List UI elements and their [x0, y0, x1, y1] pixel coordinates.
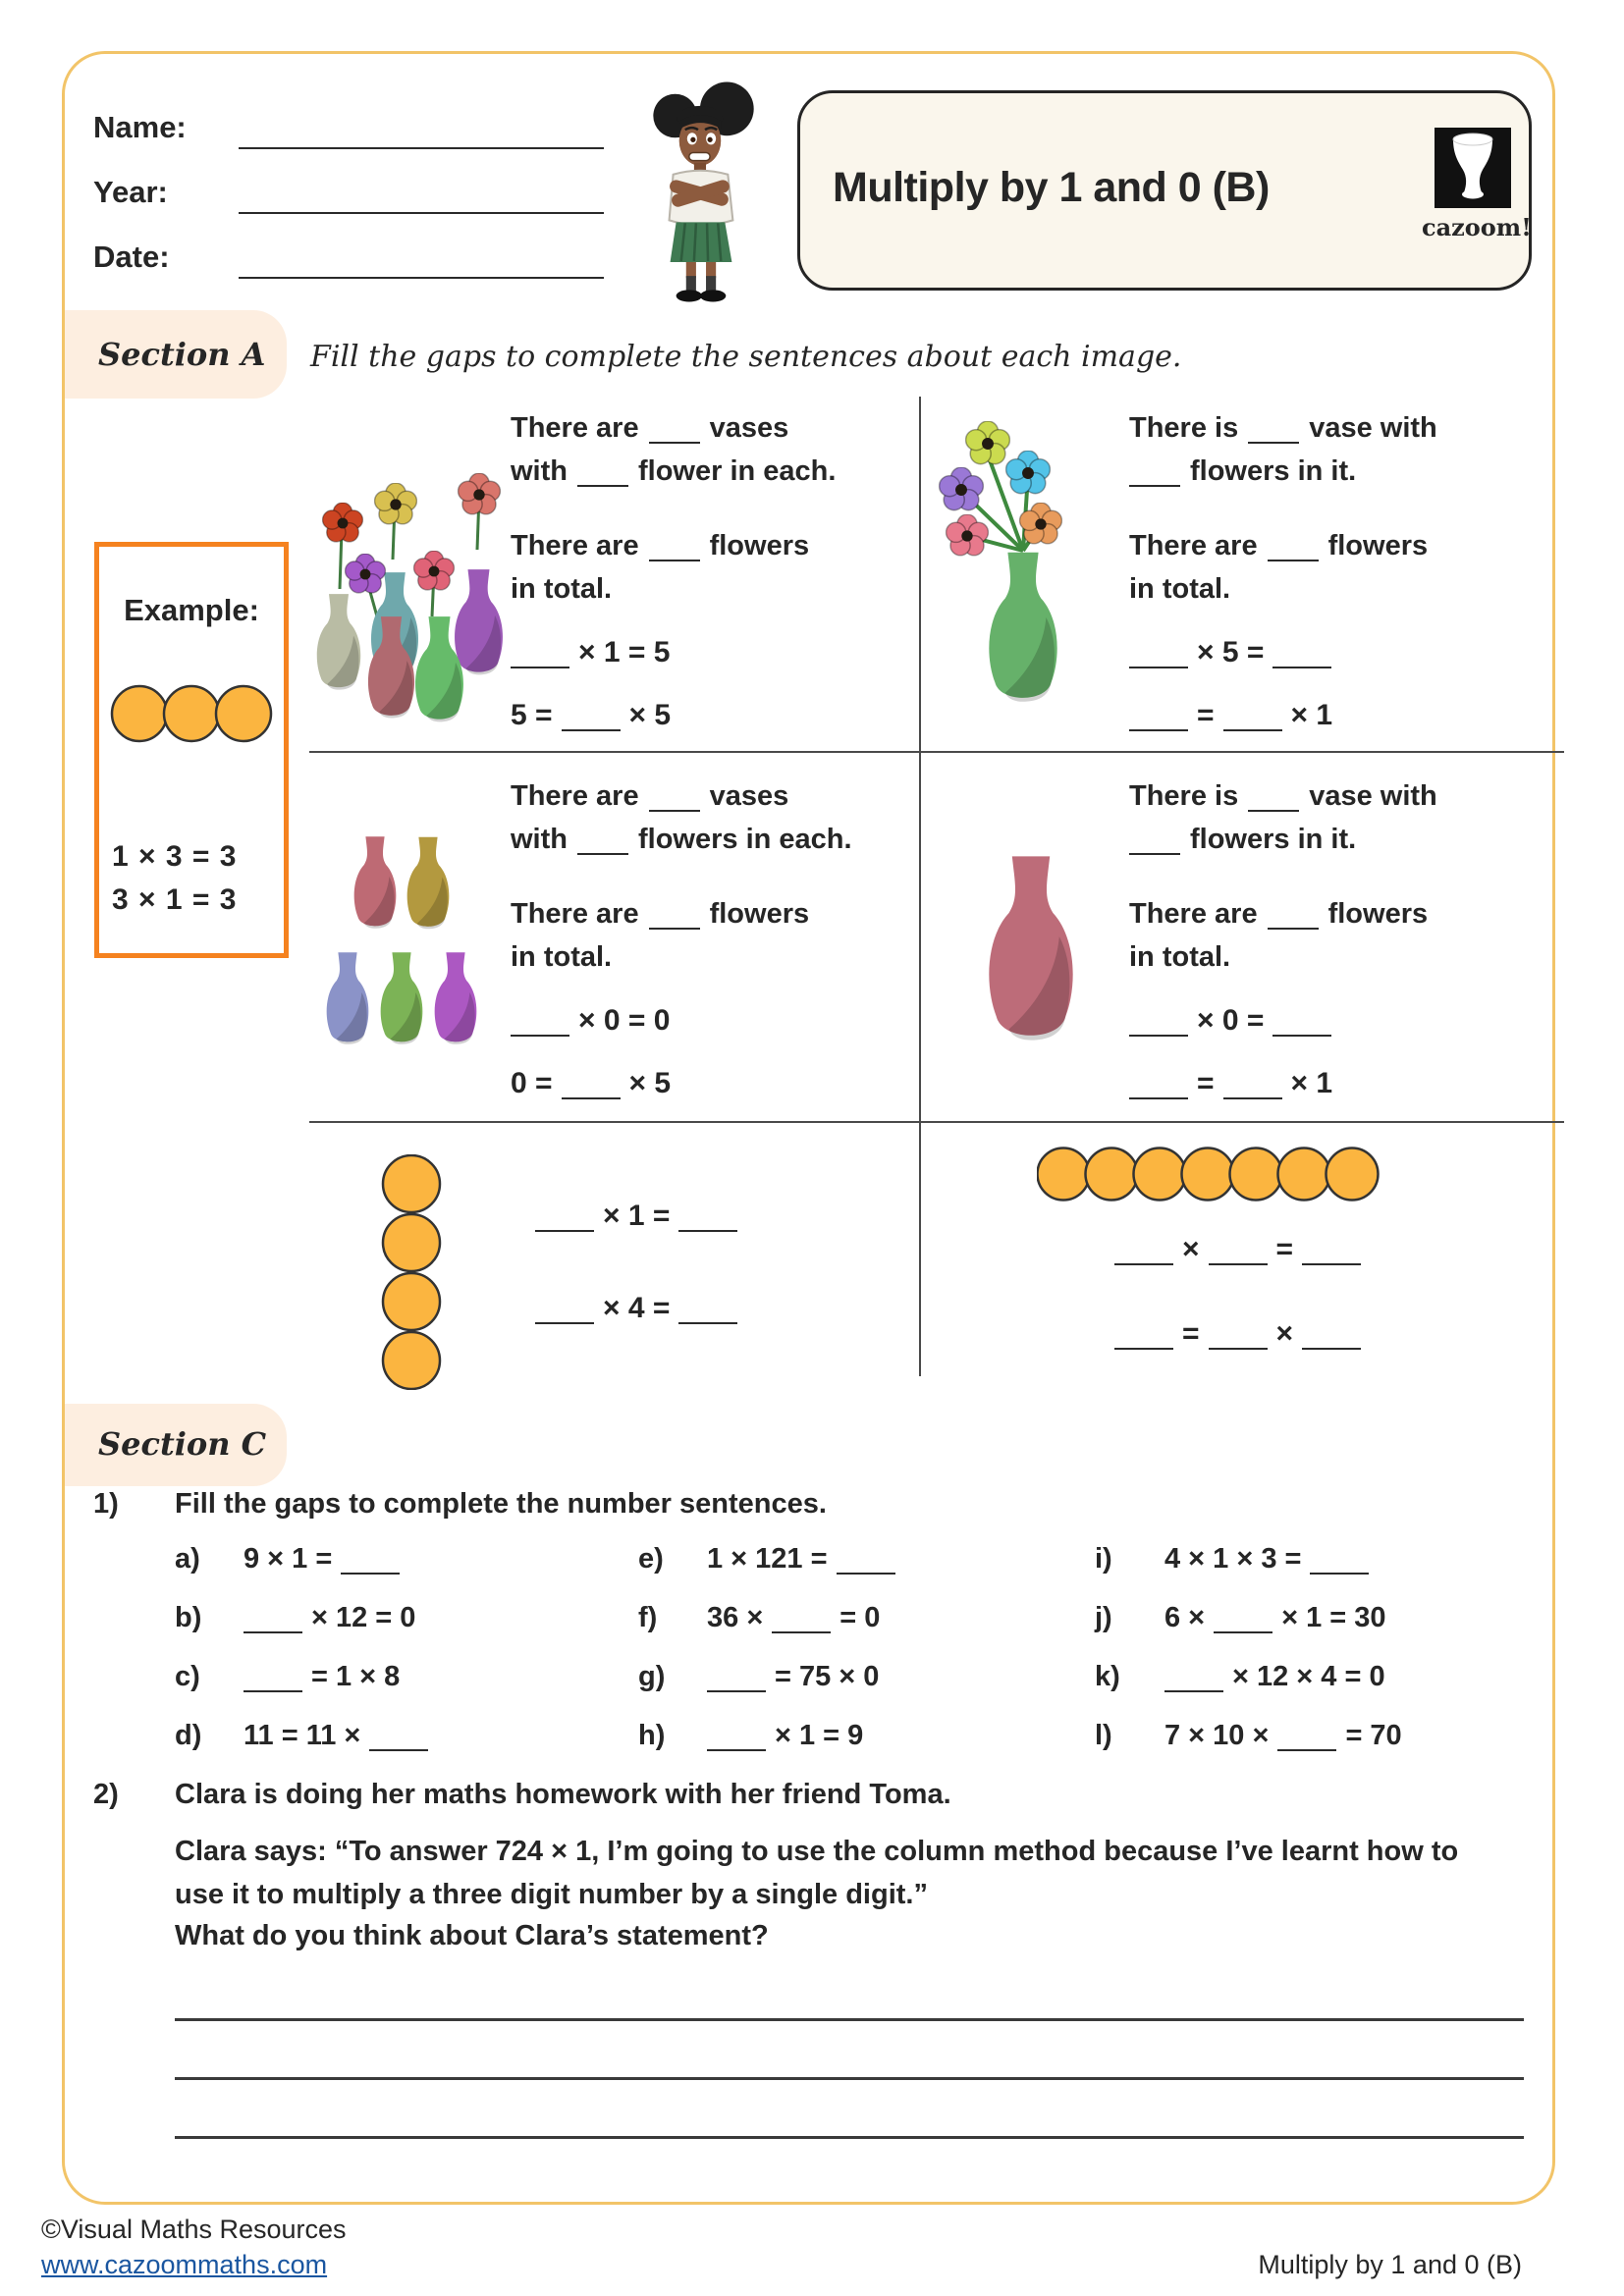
section-a-instruction: Fill the gaps to complete the sentences about each image. [310, 340, 1182, 374]
girl-student-illustration [628, 79, 778, 304]
name-input-line[interactable] [239, 147, 604, 149]
answer-blank[interactable] [1129, 706, 1188, 731]
answer-blank[interactable] [1223, 1074, 1282, 1099]
answer-blank[interactable] [649, 418, 700, 444]
r2r-sentence-4: in total. [1129, 941, 1231, 973]
one-vase-five-flowers-image [933, 418, 1105, 734]
r2r-equation-2: = × 1 [1129, 1067, 1332, 1100]
item-equation-c: = 1 × 8 [244, 1661, 400, 1693]
answer-blank[interactable] [1129, 461, 1180, 487]
item-equation-i: 4 × 1 × 3 = [1164, 1543, 1378, 1575]
r2l-sentence-4: in total. [511, 941, 613, 973]
answer-blank[interactable] [1164, 1667, 1223, 1692]
section-c-label: Section C [98, 1425, 267, 1463]
four-counters-image [381, 1154, 442, 1390]
example-counters-image [110, 681, 273, 746]
answer-blank[interactable] [1272, 1011, 1331, 1037]
r3l-equation-2: × 4 = [535, 1292, 746, 1325]
answer-blank[interactable] [1129, 1011, 1188, 1037]
answer-blank[interactable] [244, 1667, 302, 1692]
r1l-equation-1: × 1 = 5 [511, 636, 670, 669]
footer-doc-title: Multiply by 1 and 0 (B) [1258, 2250, 1522, 2279]
five-empty-vases-image [324, 829, 499, 1057]
r2r-sentence-3: There are flowers [1129, 898, 1429, 930]
item-letter: j) [1095, 1602, 1112, 1633]
r2l-sentence-1: There are vases [511, 780, 789, 812]
answer-blank[interactable] [649, 786, 700, 812]
answer-blank[interactable] [678, 1206, 737, 1232]
worksheet-title: Multiply by 1 and 0 (B) [833, 163, 1270, 211]
item-letter: d) [175, 1720, 202, 1751]
grid-horizontal-divider-2 [309, 1121, 1564, 1123]
name-label: Name: [93, 110, 187, 144]
cazoom-logo [1422, 128, 1532, 241]
r1l-equation-2: 5 = × 5 [511, 699, 672, 731]
item-equation-j: 6 × × 1 = 30 [1164, 1602, 1386, 1633]
answer-blank[interactable] [1302, 1324, 1361, 1350]
answer-blank[interactable] [1277, 1726, 1336, 1751]
answer-blank[interactable] [1129, 643, 1188, 668]
section-a-label: Section A [98, 336, 266, 373]
example-equation-1: 1 × 3 = 3 [112, 840, 238, 873]
r3r-equation-2: = × [1114, 1317, 1370, 1351]
example-label: Example: [124, 593, 259, 627]
cazoom-logo-text: cazoom! [1422, 213, 1532, 241]
answer-blank[interactable] [244, 1608, 302, 1633]
item-letter: f) [638, 1602, 658, 1633]
grid-vertical-divider [919, 397, 921, 1376]
r2l-sentence-3: There are flowers [511, 898, 810, 930]
item-letter: l) [1095, 1720, 1112, 1751]
item-letter: h) [638, 1720, 666, 1751]
answer-blank[interactable] [1223, 706, 1282, 731]
r1r-equation-2: = × 1 [1129, 699, 1332, 732]
answer-line-3[interactable] [175, 2136, 1524, 2139]
item-letter: a) [175, 1543, 200, 1575]
date-label: Date: [93, 240, 170, 274]
r1r-sentence-1: There is vase with [1129, 412, 1437, 444]
answer-blank[interactable] [837, 1549, 895, 1575]
r2r-sentence-1: There is vase with [1129, 780, 1437, 812]
item-letter: b) [175, 1602, 202, 1633]
r1l-sentence-2: with flower in each. [511, 455, 837, 487]
answer-blank[interactable] [369, 1726, 428, 1751]
seven-counters-image [1037, 1147, 1380, 1201]
r1r-sentence-2: flowers in it. [1129, 455, 1356, 488]
answer-blank[interactable] [1129, 1074, 1188, 1099]
item-letter: k) [1095, 1661, 1120, 1692]
answer-blank[interactable] [1302, 1240, 1361, 1265]
answer-blank[interactable] [1114, 1324, 1173, 1350]
five-vases-one-flower-image [314, 452, 506, 744]
answer-blank[interactable] [1310, 1549, 1369, 1575]
answer-blank[interactable] [341, 1549, 400, 1575]
answer-blank[interactable] [1209, 1240, 1268, 1265]
answer-blank[interactable] [1248, 786, 1299, 812]
item-equation-g: = 75 × 0 [707, 1661, 879, 1693]
answer-blank[interactable] [707, 1667, 766, 1692]
q1-prompt: Fill the gaps to complete the number sentences. [175, 1488, 827, 1520]
answer-blank[interactable] [1268, 536, 1319, 561]
q1-number: 1) [93, 1488, 119, 1520]
answer-blank[interactable] [511, 643, 569, 668]
answer-blank[interactable] [535, 1206, 594, 1232]
answer-blank[interactable] [1248, 418, 1299, 444]
item-letter: c) [175, 1661, 200, 1692]
r2r-equation-1: × 0 = [1129, 1004, 1340, 1038]
q2-question: What do you think about Clara’s statement? [175, 1920, 769, 1951]
answer-blank[interactable] [1268, 904, 1319, 930]
item-letter: g) [638, 1661, 666, 1692]
year-input-line[interactable] [239, 212, 604, 214]
answer-blank[interactable] [649, 536, 700, 561]
footer-link[interactable]: www.cazoommaths.com [41, 2250, 328, 2279]
item-equation-h: × 1 = 9 [707, 1720, 863, 1752]
date-input-line[interactable] [239, 277, 604, 279]
answer-blank[interactable] [772, 1608, 831, 1633]
r1l-sentence-4: in total. [511, 573, 613, 605]
answer-line-1[interactable] [175, 2018, 1524, 2021]
year-label: Year: [93, 175, 168, 209]
r2r-sentence-2: flowers in it. [1129, 824, 1356, 856]
r2l-equation-1: × 0 = 0 [511, 1004, 670, 1038]
cazoom-drum-icon [1428, 128, 1518, 210]
answer-blank[interactable] [577, 461, 628, 487]
answer-blank[interactable] [1214, 1608, 1272, 1633]
item-letter: e) [638, 1543, 664, 1575]
r2l-equation-2: 0 = × 5 [511, 1067, 672, 1099]
answer-blank[interactable] [562, 1074, 621, 1099]
footer-copyright: ©Visual Maths Resources [41, 2215, 347, 2244]
answer-blank[interactable] [511, 1011, 569, 1037]
r1l-sentence-3: There are flowers [511, 530, 810, 561]
q2-line-1: Clara is doing her maths homework with her friend Toma. [175, 1779, 951, 1810]
r1r-equation-1: × 5 = [1129, 636, 1340, 669]
r3l-equation-1: × 1 = [535, 1200, 746, 1233]
item-equation-a: 9 × 1 = [244, 1543, 408, 1575]
grid-horizontal-divider-1 [309, 751, 1564, 753]
answer-line-2[interactable] [175, 2077, 1524, 2080]
item-equation-k: × 12 × 4 = 0 [1164, 1661, 1385, 1693]
item-equation-b: × 12 = 0 [244, 1602, 415, 1634]
item-letter: i) [1095, 1543, 1112, 1575]
one-empty-vase-image [984, 836, 1078, 1068]
q2-number: 2) [93, 1779, 119, 1810]
answer-blank[interactable] [1209, 1324, 1268, 1350]
item-equation-l: 7 × 10 × = 70 [1164, 1720, 1402, 1751]
answer-blank[interactable] [535, 1299, 594, 1324]
example-equation-2: 3 × 1 = 3 [112, 883, 238, 916]
answer-blank[interactable] [707, 1726, 766, 1751]
item-equation-e: 1 × 121 = [707, 1543, 904, 1575]
r1l-sentence-1: There are vases [511, 412, 789, 444]
item-equation-f: 36 × = 0 [707, 1602, 881, 1633]
answer-blank[interactable] [1272, 643, 1331, 668]
answer-blank[interactable] [678, 1299, 737, 1324]
q2-quote: Clara says: “To answer 724 × 1, I’m going to use the column method because I’ve learnt how to use it to multiply a three digit number by a single digit.” [175, 1836, 1459, 1910]
r2l-sentence-2: with flowers in each. [511, 824, 852, 855]
item-equation-d: 11 = 11 × [244, 1720, 437, 1752]
answer-blank[interactable] [577, 829, 628, 855]
r1r-sentence-4: in total. [1129, 573, 1231, 605]
r3r-equation-1: × = [1114, 1233, 1370, 1266]
r1r-sentence-3: There are flowers [1129, 530, 1429, 561]
answer-blank[interactable] [649, 904, 700, 930]
answer-blank[interactable] [1129, 829, 1180, 855]
answer-blank[interactable] [562, 706, 621, 731]
answer-blank[interactable] [1114, 1240, 1173, 1265]
